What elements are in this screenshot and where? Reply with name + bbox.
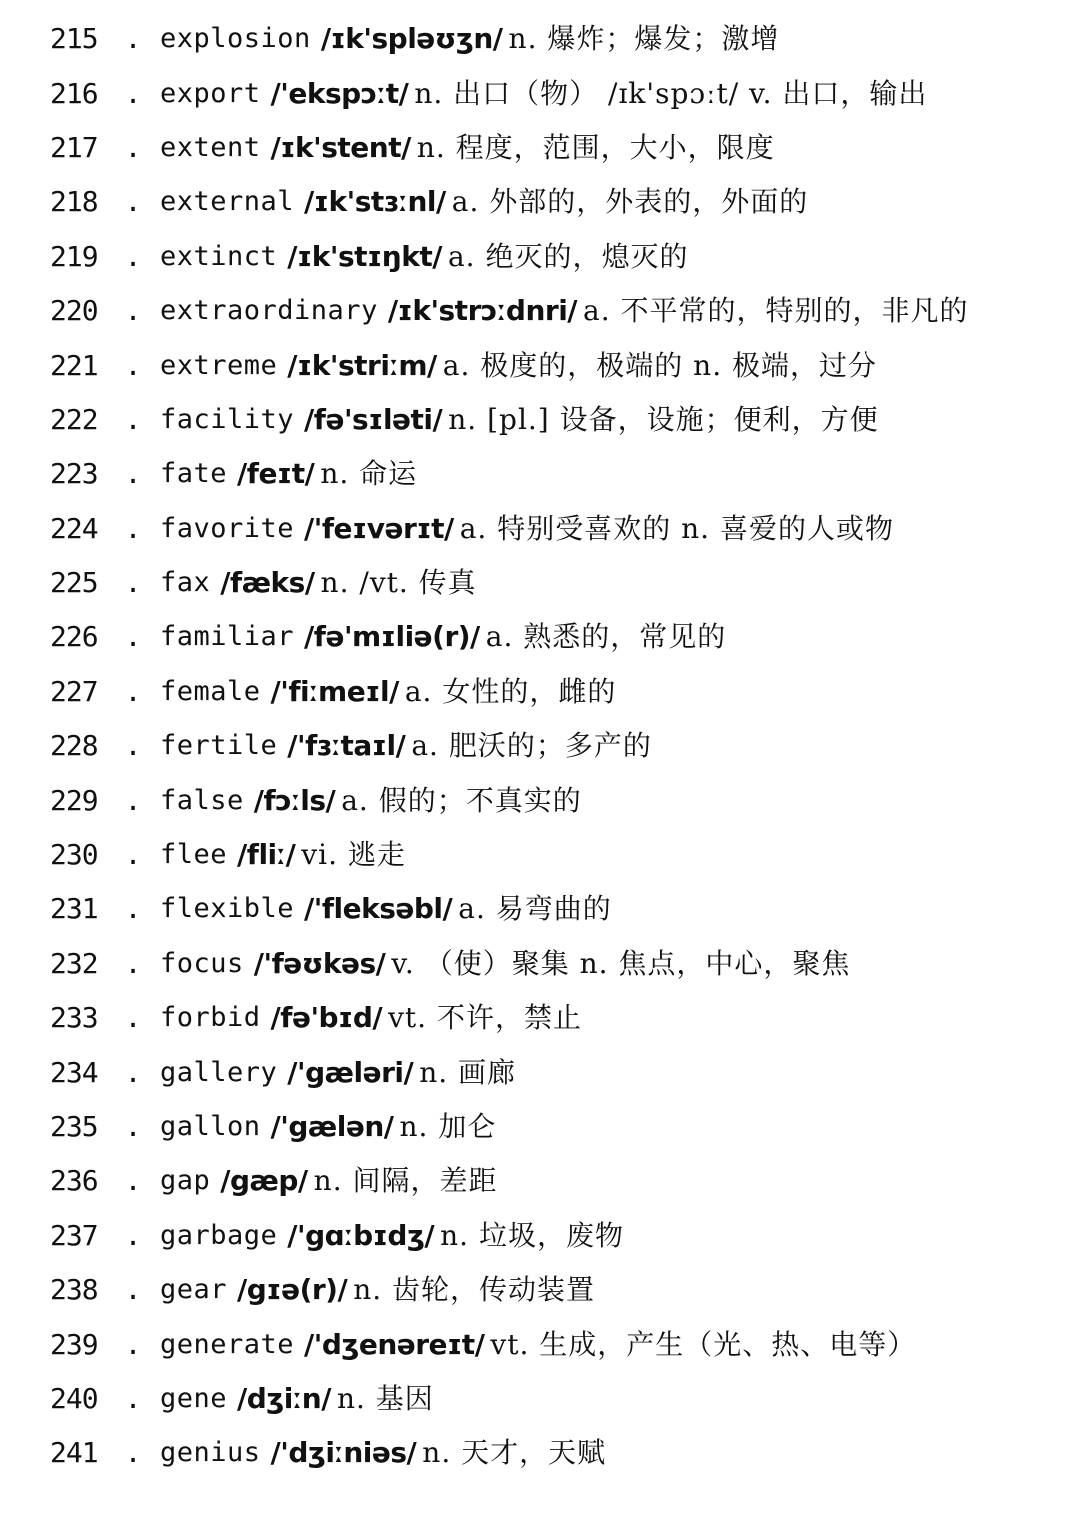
entry-definition: n. 基因 (336, 1381, 434, 1415)
entry-phonetic: /'fleksəbl/ (304, 892, 453, 926)
entry-word: generate (160, 1328, 295, 1360)
entry-word: extent (160, 131, 261, 163)
entry-definition: vi. 逃走 (301, 838, 406, 872)
entry-definition: a. 女性的，雌的 (404, 674, 617, 708)
entry-word: gene (160, 1382, 228, 1414)
entry-number: 216 (50, 76, 98, 110)
vocab-entry (50, 1426, 1060, 1480)
vocab-entry (50, 121, 1060, 175)
entry-word: gear (160, 1274, 228, 1306)
entry-word: genius (160, 1437, 261, 1469)
entry-number: 239 (50, 1327, 98, 1361)
entry-separator: . (124, 1055, 142, 1089)
vocab-entry (50, 447, 1060, 501)
entry-number: 238 (50, 1273, 98, 1307)
entry-separator: . (124, 1381, 142, 1415)
entry-word: garbage (160, 1219, 278, 1251)
entry-separator: . (124, 130, 142, 164)
entry-word: gap (160, 1165, 211, 1197)
entry-number: 236 (50, 1164, 98, 1198)
entry-phonetic: /ɪk'striːm/ (287, 348, 437, 382)
entry-separator: . (124, 1164, 142, 1198)
entry-phonetic: /ɪk'stɜːnl/ (304, 185, 446, 219)
vocab-entry (50, 12, 1060, 66)
entry-phonetic: /'gæləri/ (287, 1055, 414, 1089)
entry-word: fax (160, 567, 211, 599)
entry-word: female (160, 675, 261, 707)
entry-separator: . (124, 239, 142, 273)
entry-number: 222 (50, 402, 98, 436)
entry-number: 221 (50, 348, 98, 382)
entry-definition: a. 不平常的，特别的，非凡的 (583, 294, 969, 328)
entry-number: 231 (50, 892, 98, 926)
vocabulary-list (50, 12, 1060, 1481)
entry-phonetic: /'fiːmeɪl/ (270, 674, 399, 708)
entry-definition: a. 假的；不真实的 (341, 783, 582, 817)
entry-separator: . (124, 620, 142, 654)
entry-separator: . (124, 457, 142, 491)
entry-phonetic: /fæks/ (220, 566, 315, 600)
entry-phonetic: /fliː/ (237, 838, 296, 872)
entry-definition: a. 绝灭的，熄灭的 (447, 239, 689, 273)
vocab-entry (50, 66, 1060, 120)
entry-separator: . (124, 892, 142, 926)
vocab-entry (50, 665, 1060, 719)
entry-word: flexible (160, 893, 295, 925)
vocab-entry (50, 1154, 1060, 1208)
entry-phonetic: /'feɪvərɪt/ (304, 511, 454, 545)
entry-number: 237 (50, 1218, 98, 1252)
entry-separator: . (124, 1273, 142, 1307)
entry-separator: . (124, 76, 142, 110)
vocab-entry (50, 1045, 1060, 1099)
entry-separator: . (124, 511, 142, 545)
entry-phonetic: /'dʒenəreɪt/ (304, 1327, 485, 1361)
vocab-entry (50, 773, 1060, 827)
vocab-entry (50, 1372, 1060, 1426)
entry-number: 240 (50, 1381, 98, 1415)
vocab-entry (50, 1100, 1060, 1154)
entry-definition: n. 齿轮，传动装置 (353, 1273, 596, 1307)
entry-definition: n. 垃圾，废物 (440, 1218, 624, 1252)
entry-separator: . (124, 22, 142, 56)
entry-definition: a. 熟悉的，常见的 (485, 620, 727, 654)
vocab-entry (50, 1209, 1060, 1263)
entry-phonetic: /'ekspɔːt/ (270, 76, 409, 110)
entry-word: extraordinary (160, 295, 378, 327)
entry-definition: n. 间隔，差距 (313, 1164, 498, 1198)
entry-word: explosion (160, 23, 311, 55)
entry-definition: n. [pl.] 设备，设施；便利，方便 (448, 402, 879, 436)
entry-word: focus (160, 947, 244, 979)
entry-number: 224 (50, 511, 98, 545)
entry-number: 225 (50, 566, 98, 600)
entry-separator: . (124, 185, 142, 219)
vocab-entry (50, 610, 1060, 664)
entry-definition: vt. 生成，产生（光、热、电等） (490, 1327, 917, 1361)
entry-separator: . (124, 1218, 142, 1252)
entry-number: 220 (50, 294, 98, 328)
entry-word: extinct (160, 240, 278, 272)
vocab-entry (50, 828, 1060, 882)
entry-separator: . (124, 294, 142, 328)
vocab-entry (50, 338, 1060, 392)
vocab-entry (50, 1317, 1060, 1371)
entry-word: external (160, 186, 295, 218)
vocab-entry (50, 502, 1060, 556)
entry-definition: n. 出口（物） /ɪk'spɔːt/ v. 出口，输出 (414, 76, 928, 110)
vocab-entry (50, 175, 1060, 229)
entry-definition: n. 天才，天赋 (422, 1436, 607, 1470)
entry-word: familiar (160, 621, 295, 653)
vocab-entry (50, 393, 1060, 447)
entry-phonetic: /feɪt/ (237, 457, 315, 491)
vocab-entry (50, 1263, 1060, 1317)
vocab-entry (50, 719, 1060, 773)
vocab-entry (50, 284, 1060, 338)
entry-definition: a. 特别受喜欢的 n. 喜爱的人或物 (459, 511, 894, 545)
entry-separator: . (124, 1110, 142, 1143)
entry-phonetic: /fə'sɪləti/ (304, 402, 443, 436)
entry-word: flee (160, 839, 228, 871)
entry-phonetic: /dʒiːn/ (237, 1381, 331, 1415)
entry-number: 229 (50, 783, 98, 817)
entry-phonetic: /gæp/ (220, 1164, 308, 1198)
entry-number: 226 (50, 620, 98, 654)
entry-definition: n. 爆炸；爆发；激增 (508, 22, 780, 56)
entry-definition: n. /vt. 传真 (320, 566, 477, 600)
entry-separator: . (124, 783, 142, 817)
entry-separator: . (124, 674, 142, 708)
entry-word: forbid (160, 1002, 261, 1034)
entry-definition: n. 程度，范围，大小，限度 (416, 130, 775, 164)
vocab-entry (50, 991, 1060, 1045)
entry-definition: a. 易弯曲的 (458, 892, 612, 926)
entry-definition: vt. 不许，禁止 (388, 1001, 582, 1035)
entry-separator: . (124, 348, 142, 382)
entry-number: 218 (50, 185, 98, 219)
entry-separator: . (124, 402, 142, 436)
vocab-entry (50, 230, 1060, 284)
entry-phonetic: /'fɜːtaɪl/ (287, 729, 406, 763)
entry-phonetic: /fə'bɪd/ (270, 1001, 383, 1035)
entry-word: gallery (160, 1056, 278, 1088)
entry-separator: . (124, 729, 142, 763)
entry-separator: . (124, 566, 142, 600)
entry-word: fate (160, 458, 228, 490)
entry-phonetic: /gɪə(r)/ (237, 1273, 348, 1307)
entry-definition: a. 肥沃的；多产的 (411, 729, 652, 763)
entry-phonetic: /fɔːls/ (253, 783, 336, 817)
entry-number: 241 (50, 1436, 98, 1470)
entry-number: 219 (50, 239, 98, 273)
entry-number: 223 (50, 457, 98, 491)
entry-phonetic: /'gælən/ (270, 1110, 394, 1143)
entry-word: extreme (160, 349, 278, 381)
entry-phonetic: /'fəʊkəs/ (253, 946, 386, 980)
entry-definition: n. 画廊 (419, 1055, 517, 1089)
entry-phonetic: /ɪk'spləʊʒn/ (320, 22, 503, 56)
entry-separator: . (124, 1001, 142, 1035)
entry-separator: . (124, 1436, 142, 1470)
vocab-entry (50, 556, 1060, 610)
entry-definition: a. 外部的，外表的，外面的 (451, 185, 809, 219)
entry-definition: n. 加仑 (399, 1110, 497, 1143)
entry-word: gallon (160, 1111, 261, 1142)
vocab-entry (50, 882, 1060, 936)
entry-number: 228 (50, 729, 98, 763)
entry-word: facility (160, 403, 295, 435)
entry-number: 230 (50, 838, 98, 872)
entry-number: 217 (50, 130, 98, 164)
entry-number: 215 (50, 22, 98, 56)
vocab-entry (50, 937, 1060, 991)
entry-separator: . (124, 838, 142, 872)
entry-phonetic: /fə'mɪliə(r)/ (304, 620, 480, 654)
entry-phonetic: /'dʒiːniəs/ (270, 1436, 417, 1470)
entry-word: fertile (160, 730, 278, 762)
entry-definition: a. 极度的，极端的 n. 极端，过分 (442, 348, 878, 382)
entry-separator: . (124, 946, 142, 980)
entry-word: favorite (160, 512, 295, 544)
entry-phonetic: /'gɑːbɪdʒ/ (287, 1218, 435, 1252)
entry-word: false (160, 784, 244, 816)
entry-word: export (160, 77, 261, 109)
entry-definition: v. （使）聚集 n. 焦点，中心，聚焦 (391, 946, 851, 980)
entry-number: 232 (50, 946, 98, 980)
entry-number: 235 (50, 1110, 98, 1143)
entry-number: 227 (50, 674, 98, 708)
entry-phonetic: /ɪk'stɪŋkt/ (287, 239, 442, 273)
entry-definition: n. 命运 (320, 457, 418, 491)
entry-separator: . (124, 1327, 142, 1361)
entry-phonetic: /ɪk'strɔːdnri/ (387, 294, 578, 328)
entry-phonetic: /ɪk'stent/ (270, 130, 411, 164)
entry-number: 233 (50, 1001, 98, 1035)
entry-number: 234 (50, 1055, 98, 1089)
